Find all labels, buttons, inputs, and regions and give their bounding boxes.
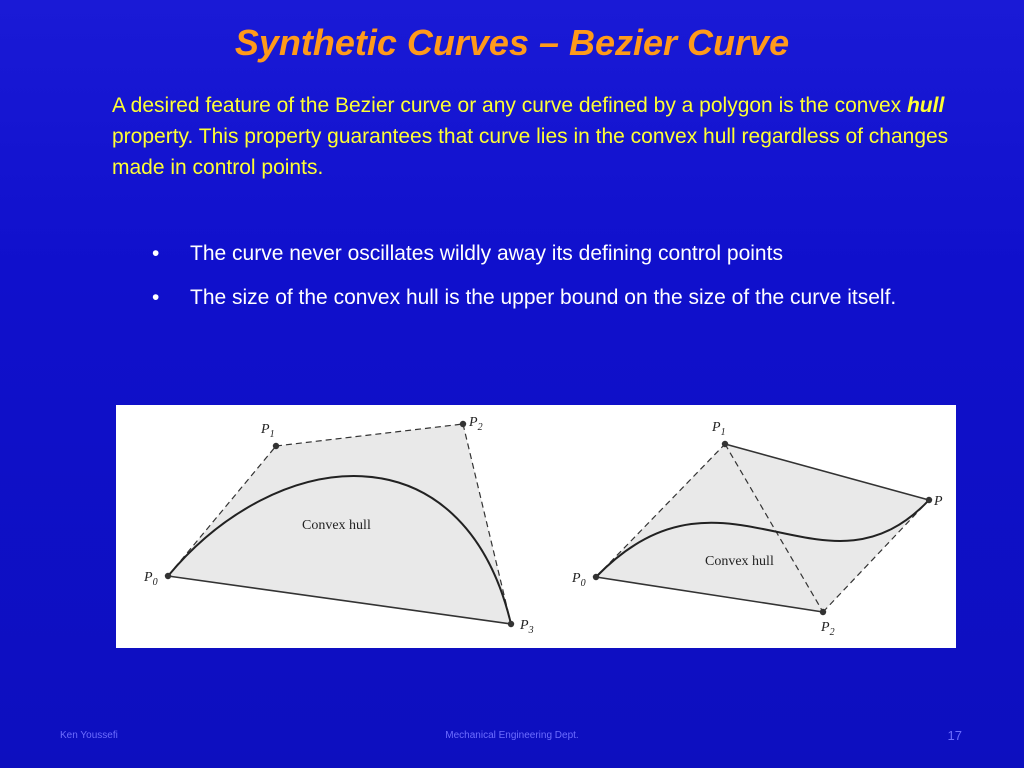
point-label: $P_0$ [144, 570, 158, 588]
right-hull-label: Convex hull [705, 554, 774, 569]
intro-text-after: property. This property guarantees that curve lies in the convex hull regardless of changes made in control points. [112, 125, 949, 179]
right-diagram [571, 420, 943, 638]
page-number: 17 [947, 728, 962, 743]
point-label: $P_3$ [520, 618, 534, 636]
intro-emphasis-hull: hull [906, 94, 945, 117]
footer-author: Ken Youssefi [60, 730, 118, 741]
convex-hull-svg [116, 405, 956, 648]
bullet-item [148, 282, 948, 314]
bullet-dot: • [152, 286, 160, 309]
point-label: $P_0$ [572, 571, 586, 589]
point-label: $P_2$ [469, 415, 483, 433]
bullet-text: The size of the convex hull is the upper bound on the size of the curve itself. [190, 286, 897, 309]
left-hull-label: Convex hull [302, 518, 371, 533]
intro-text-before: A desired feature of the Bezier curve or any curve defined by a polygon is the convex [112, 94, 907, 117]
point-label: $P_2$ [821, 620, 835, 638]
control-point [273, 443, 279, 449]
control-point [508, 621, 514, 627]
slide-title: Synthetic Curves – Bezier Curve [234, 22, 790, 63]
point-label: P [934, 494, 943, 509]
left-diagram [143, 415, 534, 636]
control-point [722, 441, 728, 447]
point-label: $P_1$ [712, 420, 726, 438]
control-point [820, 609, 826, 615]
bullet-list [148, 238, 948, 326]
point-label: $P_1$ [261, 422, 275, 440]
bullet-item [148, 238, 948, 270]
control-point [593, 574, 599, 580]
control-point [926, 497, 932, 503]
control-point [165, 573, 171, 579]
convex-hull-figure [116, 405, 956, 648]
footer-department: Mechanical Engineering Dept. [445, 730, 579, 741]
bullet-text: The curve never oscillates wildly away its defining control points [190, 242, 783, 265]
bullet-dot: • [152, 242, 160, 265]
control-point [460, 421, 466, 427]
intro-paragraph [112, 90, 962, 183]
